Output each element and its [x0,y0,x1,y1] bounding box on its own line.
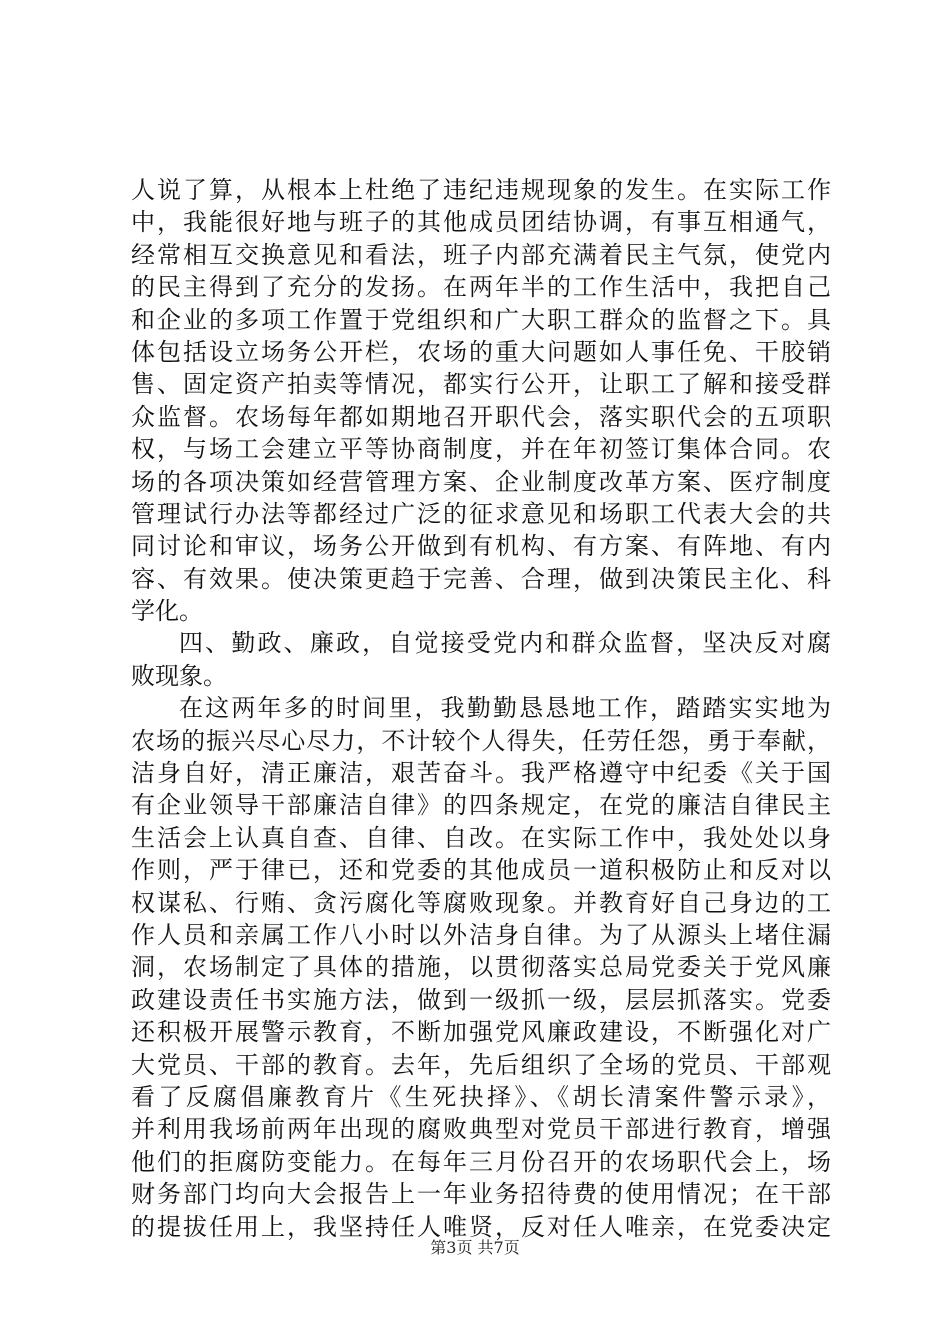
text-line: 售、固定资产拍卖等情况，都实行公开，让职工了解和接受群 [131,370,831,399]
text-line: 生活会上认真自查、自律、自改。在实际工作中，我处处以身 [131,823,831,852]
text-line: 看了反腐倡廉教育片《生死抉择》、《胡长清案件警示录》， [131,1082,831,1111]
text-line: 在这两年多的时间里，我勤勤恳恳地工作，踏踏实实地为 [179,694,831,723]
text-line: 的民主得到了充分的发扬。在两年半的工作生活中，我把自己 [131,273,831,302]
page-number-footer: 第3页 共7页 [430,1238,520,1257]
text-line: 他们的拒腐防变能力。在每年三月份召开的农场职代会上，场 [131,1147,831,1176]
text-line: 经常相互交换意见和看法，班子内部充满着民主气氛，使党内 [131,240,831,269]
text-line: 四、勤政、廉政，自觉接受党内和群众监督，坚决反对腐 [179,629,831,658]
text-line: 权，与场工会建立平等协商制度，并在年初签订集体合同。农 [131,435,831,464]
text-line: 众监督。农场每年都如期地召开职代会，落实职代会的五项职 [131,402,831,431]
text-line: 学化。 [131,597,203,626]
text-line: 农场的振兴尽心尽力，不计较个人得失，任劳任怨，勇于奉献， [131,726,831,755]
text-line: 和企业的多项工作置于党组织和广大职工群众的监督之下。具 [131,305,831,334]
text-line: 体包括设立场务公开栏，农场的重大问题如人事任免、干胶销 [131,337,831,366]
text-line: 作则，严于律已，还和党委的其他成员一道积极防止和反对以 [131,856,831,885]
text-line: 有企业领导干部廉洁自律》的四条规定，在党的廉洁自律民主 [131,791,831,820]
text-line: 的提拔任用上，我坚持任人唯贤，反对任人唯亲，在党委决定 [131,1212,831,1241]
text-line: 同讨论和审议，场务公开做到有机构、有方案、有阵地、有内 [131,532,831,561]
text-line: 政建设责任书实施方法，做到一级抓一级，层层抓落实。党委 [131,985,831,1014]
text-line: 作人员和亲属工作八小时以外洁身自律。为了从源头上堵住漏 [131,920,831,949]
text-line: 财务部门均向大会报告上一年业务招待费的使用情况；在干部 [131,1180,831,1209]
text-line: 洞，农场制定了具体的措施，以贯彻落实总局党委关于党风廉 [131,953,831,982]
text-line: 管理试行办法等都经过广泛的征求意见和场职工代表大会的共 [131,499,831,528]
text-line: 并利用我场前两年出现的腐败典型对党员干部进行教育，增强 [131,1115,831,1144]
text-line: 中，我能很好地与班子的其他成员团结协调，有事互相通气， [131,208,831,237]
text-line: 大党员、干部的教育。去年，先后组织了全场的党员、干部观 [131,1050,831,1079]
text-line: 权谋私、行贿、贪污腐化等腐败现象。并教育好自己身边的工 [131,888,831,917]
text-line: 场的各项决策如经营管理方案、企业制度改革方案、医疗制度 [131,467,831,496]
text-line: 败现象。 [131,661,227,690]
text-line: 洁身自好，清正廉洁，艰苦奋斗。我严格遵守中纪委《关于国 [131,759,831,788]
text-line: 容、有效果。使决策更趋于完善、合理，做到决策民主化、科 [131,564,831,593]
text-line: 人说了算，从根本上杜绝了违纪违规现象的发生。在实际工作 [131,176,831,204]
document-body [131,174,831,1243]
text-line: 还积极开展警示教育，不断加强党风廉政建设，不断强化对广 [131,1018,831,1047]
